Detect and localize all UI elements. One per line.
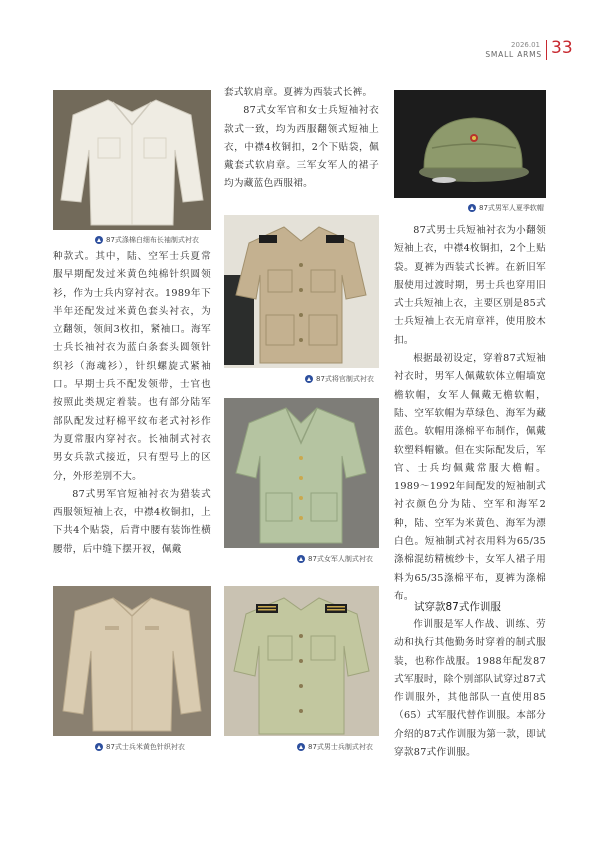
- photo-beige-knit-shirt: [53, 586, 211, 736]
- photo-male-soldier-shirt: [224, 586, 379, 736]
- section-heading: [394, 599, 546, 614]
- caption-male-soldier-shirt: 87式男士兵制式衬衣: [297, 742, 373, 752]
- photo-general-officer-shirt: [224, 215, 379, 368]
- header-divider: [546, 40, 547, 60]
- photo-summer-soft-cap: [394, 90, 546, 198]
- paragraph: 87式男士兵短袖衬衣为小翻领短袖上衣，中襟4枚铜扣，2个上贴袋。夏裤为西装式长裤。在新旧军服使用过渡时期，男士兵也穿用旧式士兵短袖上衣，主要区别是85式士兵短袖上衣无肩章袢，使用胶木扣。: [394, 225, 546, 346]
- magazine-name: SMALL ARMS: [485, 50, 542, 59]
- column-1-text: [53, 248, 211, 559]
- issue-date: 2026.01: [511, 41, 540, 49]
- caption-female-soldier-shirt: 87式女军人制式衬衣: [297, 554, 373, 564]
- camera-icon: [95, 743, 103, 751]
- caption-white-shirt: 87式涤棉白细布长袖制式衬衣: [95, 235, 199, 245]
- camera-icon: [468, 204, 476, 212]
- camera-icon: [297, 743, 305, 751]
- paragraph: 作训服是军人作战、训练、劳动和执行其他勤务时穿着的制式服装，也称作战服。1988年配发87式军服时，除个别部队试穿过87式作训服外，其他部队一直使用85（65）式军服代替作训服。本部分介绍的87式作训服为第一款，即试穿款87式作训服。: [394, 619, 546, 759]
- column-3-text-bottom: [394, 616, 546, 762]
- paragraph: 87式女军官和女士兵短袖衬衣款式一致，均为西服翻领式短袖上衣，中襟4枚铜扣，2个下贴袋，佩戴套式软肩章。三军女军人的裙子均为藏蓝色西服裙。: [224, 105, 379, 190]
- camera-icon: [297, 555, 305, 563]
- caption-general-officer-shirt: 87式将官制式衬衣: [305, 374, 374, 384]
- column-2-text: [224, 84, 379, 194]
- paragraph: 根据最初设定，穿着87式短袖衬衣时，男军人佩戴软体立帽墙宽檐软帽，女军人佩戴无檐软帽，陆、空军软帽为草绿色、海军为藏蓝色。软帽用涤棉平布制作，佩戴软塑料帽徽。但在实际配发后，军官、士兵均佩戴常服大檐帽。1989～1992年间配发的短袖制式衬衣颜色分为陆、空军和海军2种，陆、空军为米黄色、海军为漂白色。短袖制式衬衣用料为65/35涤棉混纺精梳纱卡，女军人裙子用料为65/35涤棉平布，夏裤为涤棉布。: [394, 353, 546, 602]
- section-heading-text: 试穿款87式作训服: [414, 601, 501, 613]
- paragraph: 87式男军官短袖衬衣为猎装式西服领短袖上衣，中襟4枚铜扣，上下共4个贴袋，后背中腰有装饰性横腰带，后中缝下摆开衩，佩戴: [53, 488, 211, 555]
- paragraph: 套式软肩章。夏裤为西装式长裤。: [224, 87, 373, 98]
- camera-icon: [305, 375, 313, 383]
- page-number: 33: [551, 38, 573, 58]
- photo-female-soldier-shirt: [224, 398, 379, 548]
- camera-icon: [95, 236, 103, 244]
- paragraph: 种款式。其中，陆、空军士兵夏常服早期配发过米黄色纯棉针织圆领衫，作为士兵内穿衬衣。1989年下半年还配发过米黄色套头衬衣，为立翻领，领间3枚扣，紧袖口。海军士兵长袖衬衣为蓝白条套头圆领针织衫（海魂衫），针织螺旋式紧袖口。早期士兵不配发领带，士官也按照此类规定着装。也有部分陆军部队配发过籽棉平纹布老式衬衫作为夏常服内穿衬衣。长袖制式衬衣男女兵款式接近，只有型号上的区分，外形差别不大。: [53, 251, 211, 482]
- column-3-text: [394, 222, 546, 606]
- caption-summer-soft-cap: 87式男军人夏季软帽: [468, 203, 544, 213]
- photo-white-long-sleeve-shirt: [53, 90, 211, 230]
- caption-beige-knit-shirt: 87式士兵米黄色针织衬衣: [95, 742, 185, 752]
